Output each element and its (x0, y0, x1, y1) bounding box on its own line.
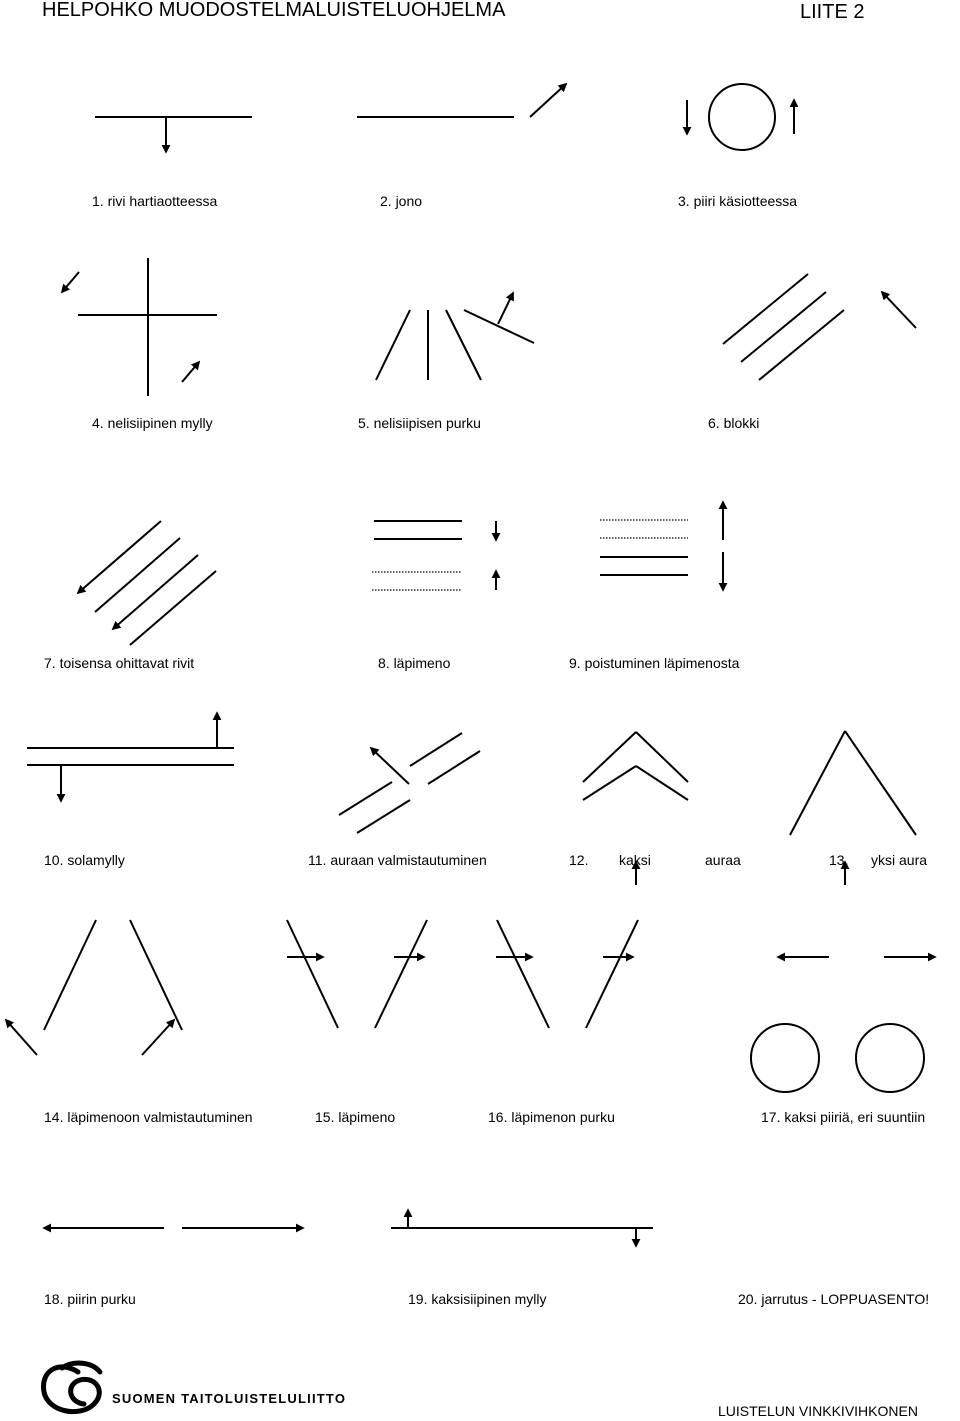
caption-3: 3. piiri käsiotteessa (678, 193, 798, 209)
caption-13-text: yksi aura (871, 852, 928, 868)
caption-4: 4. nelisiipinen mylly (92, 415, 213, 431)
caption-6: 6. blokki (708, 415, 760, 431)
formation-8-pass-through (372, 521, 496, 590)
caption-12-word-1: kaksi (619, 852, 651, 868)
formation-6-block (723, 274, 916, 380)
caption-18: 18. piirin purku (44, 1291, 136, 1307)
caption-9: 9. poistuminen läpimenosta (569, 655, 740, 671)
caption-14: 14. läpimenoon valmistautuminen (44, 1109, 253, 1125)
formation-1-shoulder-line (95, 117, 252, 152)
appendix-label: LIITE 2 (800, 1, 865, 23)
caption-20: 20. jarrutus - LOPPUASENTO! (738, 1291, 930, 1307)
caption-8: 8. läpimeno (378, 655, 451, 671)
caption-16: 16. läpimenon purku (488, 1109, 615, 1125)
booklet-name: LUISTELUN VINKKIVIHKONEN (718, 1403, 918, 1419)
formation-7-passing-lines (78, 521, 216, 645)
caption-12-number: 12. (569, 852, 589, 868)
formation-5-four-wing-breakup (376, 293, 534, 380)
stl-logo-icon (43, 1363, 100, 1412)
formation-15-pass (287, 920, 427, 1028)
caption-19: 19. kaksisiipinen mylly (408, 1291, 547, 1307)
caption-7: 7. toisensa ohittavat rivit (44, 655, 195, 671)
caption-13-number: 13. (829, 852, 849, 868)
caption-11: 11. auraan valmistautuminen (308, 852, 487, 868)
formation-2-queue (357, 84, 566, 117)
formation-10-pass-mill (27, 713, 234, 801)
caption-15: 15. läpimeno (315, 1109, 396, 1125)
caption-12-word-2: auraa (705, 852, 741, 868)
document-title: HELPOHKO MUODOSTELMALUISTELUOHJELMA (42, 0, 506, 21)
formation-3-hand-circle (687, 84, 794, 150)
org-name: SUOMEN TAITOLUISTELULIITTO (112, 1391, 347, 1406)
caption-2: 2. jono (380, 193, 423, 209)
formation-14-pass-prep (6, 920, 182, 1055)
formation-19-two-wing-mill (391, 1210, 653, 1246)
formation-11-plough-prep (339, 733, 480, 833)
formation-16-pass-breakup (496, 920, 638, 1028)
formation-4-four-wing-mill (62, 258, 217, 396)
caption-10: 10. solamylly (44, 852, 125, 868)
formation-17-two-circles (751, 957, 935, 1092)
caption-5: 5. nelisiipisen purku (358, 415, 481, 431)
caption-17: 17. kaksi piiriä, eri suuntiin (761, 1109, 926, 1125)
caption-1: 1. rivi hartiaotteessa (92, 193, 218, 209)
formation-9-exit-pass (600, 502, 723, 590)
